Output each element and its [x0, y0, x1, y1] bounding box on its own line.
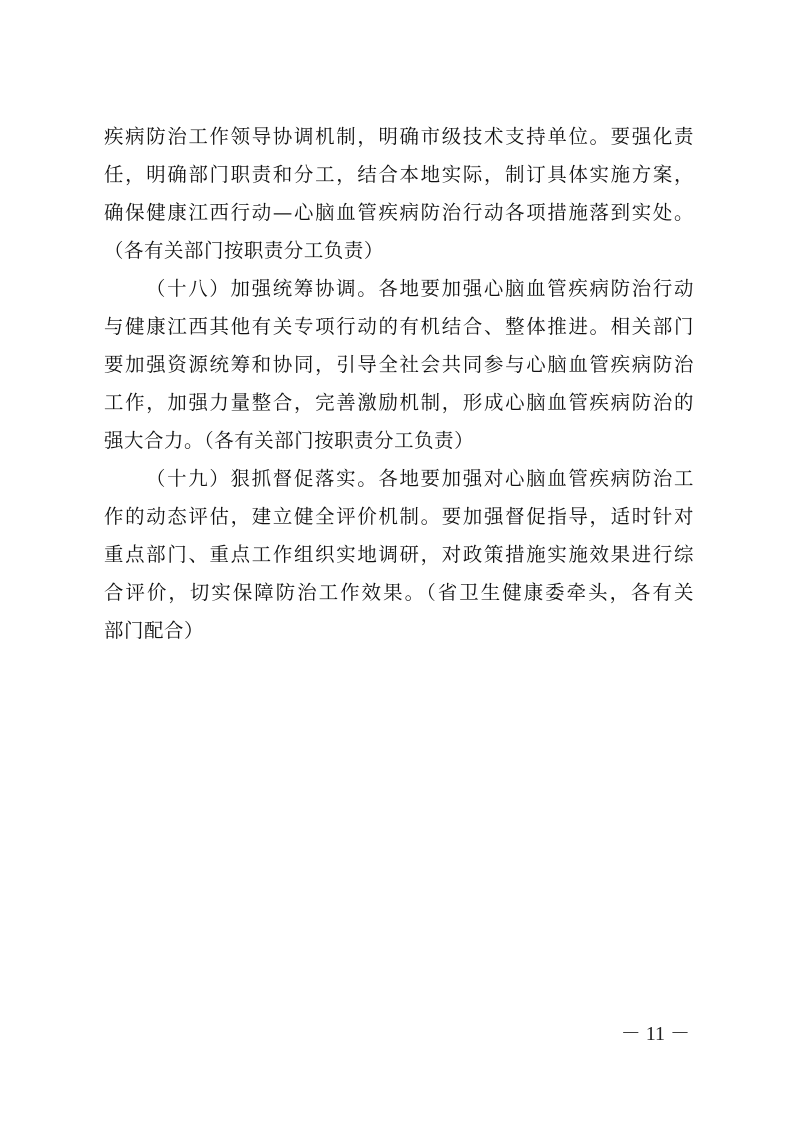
text-line-12: 重点部门、重点工作组织实地调研，对政策措施实施效果进行综	[104, 543, 694, 566]
text-line-8: 工作，加强力量整合，完善激励机制，形成心脑血管疾病防治的	[104, 391, 694, 414]
text-line-1: 疾病防治工作领导协调机制，明确市级技术支持单位。要强化责	[104, 125, 694, 148]
text-line-3: 确保健康江西行动—心脑血管疾病防治行动各项措施落到实处。	[104, 201, 694, 224]
page-number: － 11 －	[620, 1023, 690, 1045]
section-heading-19: （十九）狠抓督促落实。各地要加强对心脑血管疾病防治工	[146, 467, 694, 490]
text-line-7: 要加强资源统筹和协同，引导全社会共同参与心脑血管疾病防治	[104, 353, 694, 376]
text-line-2: 任，明确部门职责和分工，结合本地实际，制订具体实施方案，	[104, 163, 694, 186]
text-line-9: 强大合力。（各有关部门按职责分工负责）	[104, 429, 475, 452]
text-line-11: 作的动态评估，建立健全评价机制。要加强督促指导，适时针对	[104, 505, 694, 528]
text-line-13: 合评价，切实保障防治工作效果。（省卫生健康委牵头，各有关	[104, 581, 694, 604]
section-heading-18: （十八）加强统筹协调。各地要加强心脑血管疾病防治行动	[146, 277, 694, 300]
text-line-4: （各有关部门按职责分工负责）	[104, 239, 384, 262]
text-line-6: 与健康江西其他有关专项行动的有机结合、整体推进。相关部门	[104, 315, 694, 338]
text-line-14: 部门配合）	[104, 619, 204, 642]
body-text	[104, 118, 694, 650]
